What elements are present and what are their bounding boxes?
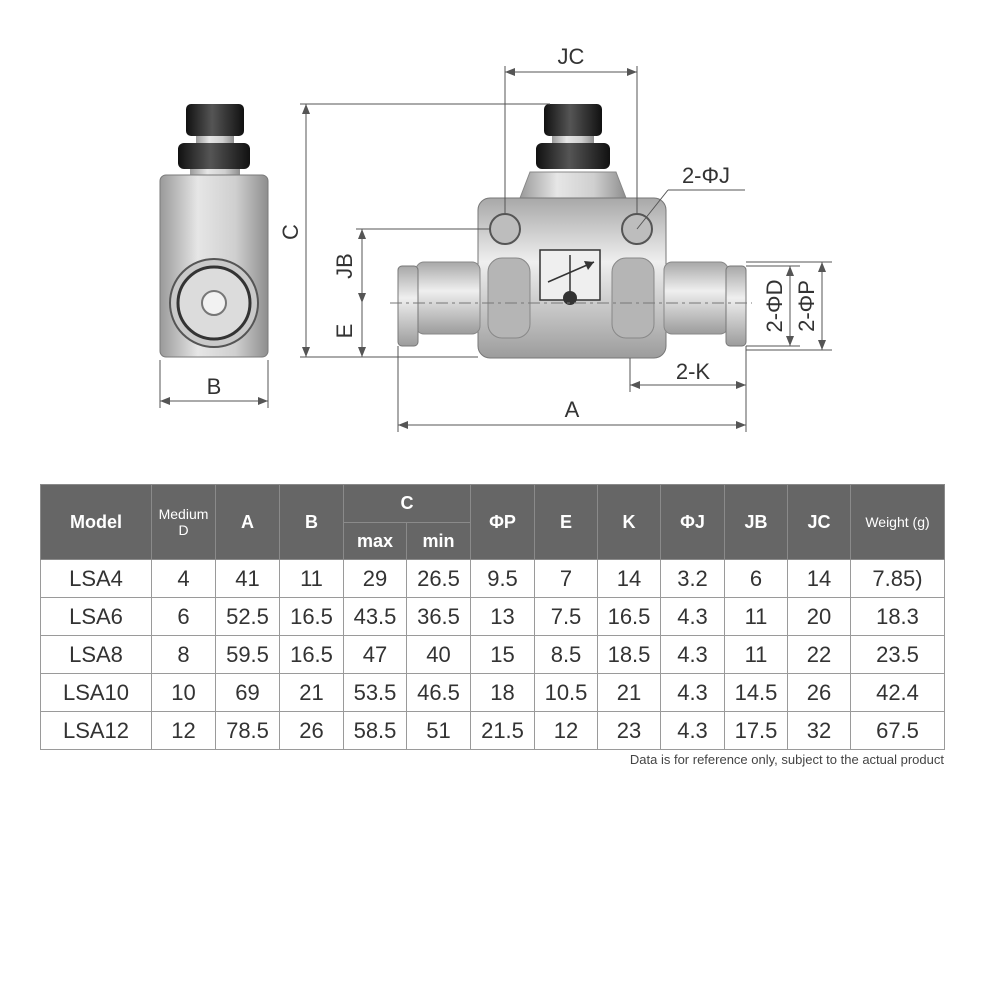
table-cell: 7 <box>535 560 598 598</box>
table-cell: 16.5 <box>598 598 661 636</box>
header-c-max: max <box>344 523 407 560</box>
table-cell: 11 <box>280 560 344 598</box>
footnote: Data is for reference only, subject to the actual product <box>629 752 944 767</box>
table-cell: 52.5 <box>216 598 280 636</box>
table-cell: 10.5 <box>535 674 598 712</box>
header-phi-p: ΦP <box>471 485 535 560</box>
knob-top-front <box>544 104 602 136</box>
header-jb: JB <box>725 485 788 560</box>
table-cell: 21.5 <box>471 712 535 750</box>
table-cell: 26 <box>788 674 851 712</box>
table-cell: 16.5 <box>280 636 344 674</box>
table-cell: 7.85) <box>851 560 945 598</box>
table-row <box>41 712 945 750</box>
table-cell: 47 <box>344 636 407 674</box>
front-view <box>390 104 752 358</box>
header-c-min: min <box>407 523 471 560</box>
table-cell: 15 <box>471 636 535 674</box>
table-cell: 12 <box>152 712 216 750</box>
table-cell: 67.5 <box>851 712 945 750</box>
table-cell: 78.5 <box>216 712 280 750</box>
side-view <box>160 104 268 408</box>
header-c: C <box>344 485 471 523</box>
table-cell: 59.5 <box>216 636 280 674</box>
table-cell: 21 <box>598 674 661 712</box>
table-cell: LSA6 <box>41 598 152 636</box>
table-cell: 42.4 <box>851 674 945 712</box>
table-cell: 26 <box>280 712 344 750</box>
table-row <box>41 636 945 674</box>
header-b: B <box>280 485 344 560</box>
table-cell: 6 <box>725 560 788 598</box>
table-cell: 18.5 <box>598 636 661 674</box>
fitting-right <box>664 262 728 334</box>
knob-top <box>186 104 244 136</box>
table-cell: 10 <box>152 674 216 712</box>
table-cell: 8.5 <box>535 636 598 674</box>
flow-symbol <box>540 250 600 305</box>
table-cell: 26.5 <box>407 560 471 598</box>
table-cell: 29 <box>344 560 407 598</box>
table-cell: 21 <box>280 674 344 712</box>
table-row <box>41 674 945 712</box>
table-cell: 7.5 <box>535 598 598 636</box>
table-cell: 16.5 <box>280 598 344 636</box>
table-cell: 17.5 <box>725 712 788 750</box>
header-jc: JC <box>788 485 851 560</box>
table-cell: LSA8 <box>41 636 152 674</box>
table-cell: 32 <box>788 712 851 750</box>
dim-e-label: E <box>332 323 357 339</box>
table-cell: 41 <box>216 560 280 598</box>
table-cell: 23.5 <box>851 636 945 674</box>
table-cell: 40 <box>407 636 471 674</box>
table-cell: 3.2 <box>661 560 725 598</box>
table-cell: 13 <box>471 598 535 636</box>
table-cell: 14 <box>598 560 661 598</box>
table-cell: 8 <box>152 636 216 674</box>
table-cell: 4.3 <box>661 598 725 636</box>
dim-phi-p-label: 2-ΦP <box>794 280 819 332</box>
dim-k-label: 2-K <box>675 359 711 384</box>
dim-jb-label: JB <box>332 253 357 279</box>
header-a: A <box>216 485 280 560</box>
table-cell: 36.5 <box>407 598 471 636</box>
table-row <box>41 598 945 636</box>
table-cell: LSA4 <box>41 560 152 598</box>
header-phi-j: ΦJ <box>661 485 725 560</box>
table-cell: 4.3 <box>661 674 725 712</box>
table-cell: LSA12 <box>41 712 152 750</box>
table-cell: 20 <box>788 598 851 636</box>
table-cell: 12 <box>535 712 598 750</box>
spec-table <box>40 484 945 750</box>
table-cell: 18 <box>471 674 535 712</box>
dim-b-label: B <box>206 374 222 399</box>
table-cell: 14 <box>788 560 851 598</box>
table-cell: 4 <box>152 560 216 598</box>
table-cell: 69 <box>216 674 280 712</box>
table-cell: 46.5 <box>407 674 471 712</box>
table-row <box>41 560 945 598</box>
table-cell: 11 <box>725 598 788 636</box>
table-cell: 6 <box>152 598 216 636</box>
header-e: E <box>535 485 598 560</box>
table-cell: 4.3 <box>661 712 725 750</box>
table-cell: 53.5 <box>344 674 407 712</box>
table-cell: 51 <box>407 712 471 750</box>
header-k: K <box>598 485 661 560</box>
table-cell: 14.5 <box>725 674 788 712</box>
table-cell: 23 <box>598 712 661 750</box>
table-cell: 58.5 <box>344 712 407 750</box>
mount-hole-left <box>490 214 520 244</box>
table-cell: LSA10 <box>41 674 152 712</box>
technical-drawing <box>0 0 1000 470</box>
dim-a-label: A <box>564 397 580 422</box>
table-cell: 18.3 <box>851 598 945 636</box>
table-cell: 22 <box>788 636 851 674</box>
lock-nut <box>178 143 250 169</box>
table-cell: 43.5 <box>344 598 407 636</box>
fitting-left <box>416 262 480 334</box>
header-model: Model <box>41 485 152 560</box>
dim-phi-j-label: 2-ΦJ <box>681 163 731 188</box>
table-cell: 11 <box>725 636 788 674</box>
table-cell: 4.3 <box>661 636 725 674</box>
dim-phi-d-label: 2-ΦD <box>762 279 787 333</box>
table-cell: 9.5 <box>471 560 535 598</box>
header-weight: Weight (g) <box>851 485 945 560</box>
header-medium-d: Medium D <box>152 485 216 560</box>
dim-jc-label: JC <box>557 44 585 69</box>
dim-c-label: C <box>278 224 303 240</box>
